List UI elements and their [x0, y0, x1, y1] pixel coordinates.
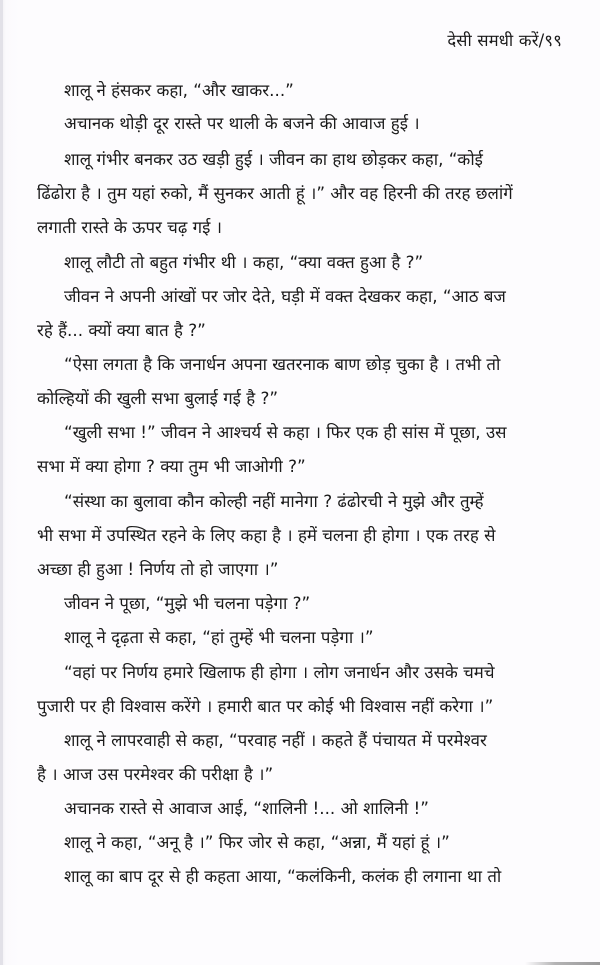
running-head: देसी समधी करें/९९ — [447, 31, 562, 50]
text-line: शालू ने कहा, “अनू है ।” फिर जोर से कहा, “अन्ना, मैं यहां हूं ।” — [64, 832, 450, 852]
text-line: अच्छा ही हुआ ! निर्णय तो हो जाएगा ।” — [37, 559, 279, 579]
text-line: “खुली सभा !” जीवन ने आश्चर्य से कहा । फिर एक ही सांस में पूछा, उस — [64, 422, 507, 442]
text-line: शालू का बाप दूर से ही कहता आया, “कलंकिनी, कलंक ही लगाना था तो — [64, 866, 502, 886]
text-line: शालू लौटी तो बहुत गंभीर थी । कहा, “क्या वक्त हुआ है ?” — [64, 252, 424, 272]
text-line: शालू ने हंसकर कहा, “और खाकर...” — [64, 80, 294, 100]
text-line: कोल्हियों की खुली सभा बुलाई गई है ?” — [37, 388, 279, 408]
text-line: शालू ने लापरवाही से कहा, “परवाह नहीं । कहते हैं पंचायत में परमेश्वर — [64, 730, 487, 750]
text-line: अचानक रास्ते से आवाज आई, “शालिनी !... ओ शालिनी !” — [64, 798, 429, 818]
text-line: अचानक थोड़ी दूर रास्ते पर थाली के बजने की आवाज हुई । — [64, 113, 420, 133]
text-line: सभा में क्या होगा ? क्या तुम भी जाओगी ?” — [37, 456, 306, 476]
text-line: ढिंढोरा है । तुम यहां रुको, मैं सुनकर आती हूं ।” और वह हिरनी की तरह छलांगें — [37, 183, 513, 203]
page-gutter-shadow — [0, 0, 3, 965]
text-line: जीवन ने अपनी आंखों पर जोर देते, घड़ी में वक्त देखकर कहा, “आठ बज — [64, 286, 506, 306]
text-line: पुजारी पर ही विश्वास करेंगे । हमारी बात पर कोई भी विश्वास नहीं करेगा ।” — [37, 696, 494, 716]
text-line: है । आज उस परमेश्वर की परीक्षा है ।” — [37, 764, 274, 784]
text-line: “ऐसा लगता है कि जनार्धन अपना खतरनाक बाण छोड़ चुका है । तभी तो — [64, 354, 501, 374]
text-line: जीवन ने पूछा, “मुझे भी चलना पड़ेगा ?” — [64, 593, 311, 613]
text-line: लगाती रास्ते के ऊपर चढ़ गई । — [37, 217, 223, 237]
text-line: भी सभा में उपस्थित रहने के लिए कहा है । हमें चलना ही होगा । एक तरह से — [37, 525, 496, 545]
text-line: शालू गंभीर बनकर उठ खड़ी हुई । जीवन का हाथ छोड़कर कहा, “कोई — [64, 149, 483, 169]
text-line: शालू ने दृढ़ता से कहा, “हां तुम्हें भी चलना पड़ेगा ।” — [64, 627, 374, 647]
text-line: रहे हैं... क्यों क्या बात है ?” — [37, 320, 206, 340]
text-line: “संस्था का बुलावा कौन कोल्ही नहीं मानेगा ? ढंढोरची ने मुझे और तुम्हें — [64, 491, 484, 511]
text-line: “वहां पर निर्णय हमारे खिलाफ ही होगा । लोग जनार्धन और उसके चमचे — [64, 662, 495, 682]
